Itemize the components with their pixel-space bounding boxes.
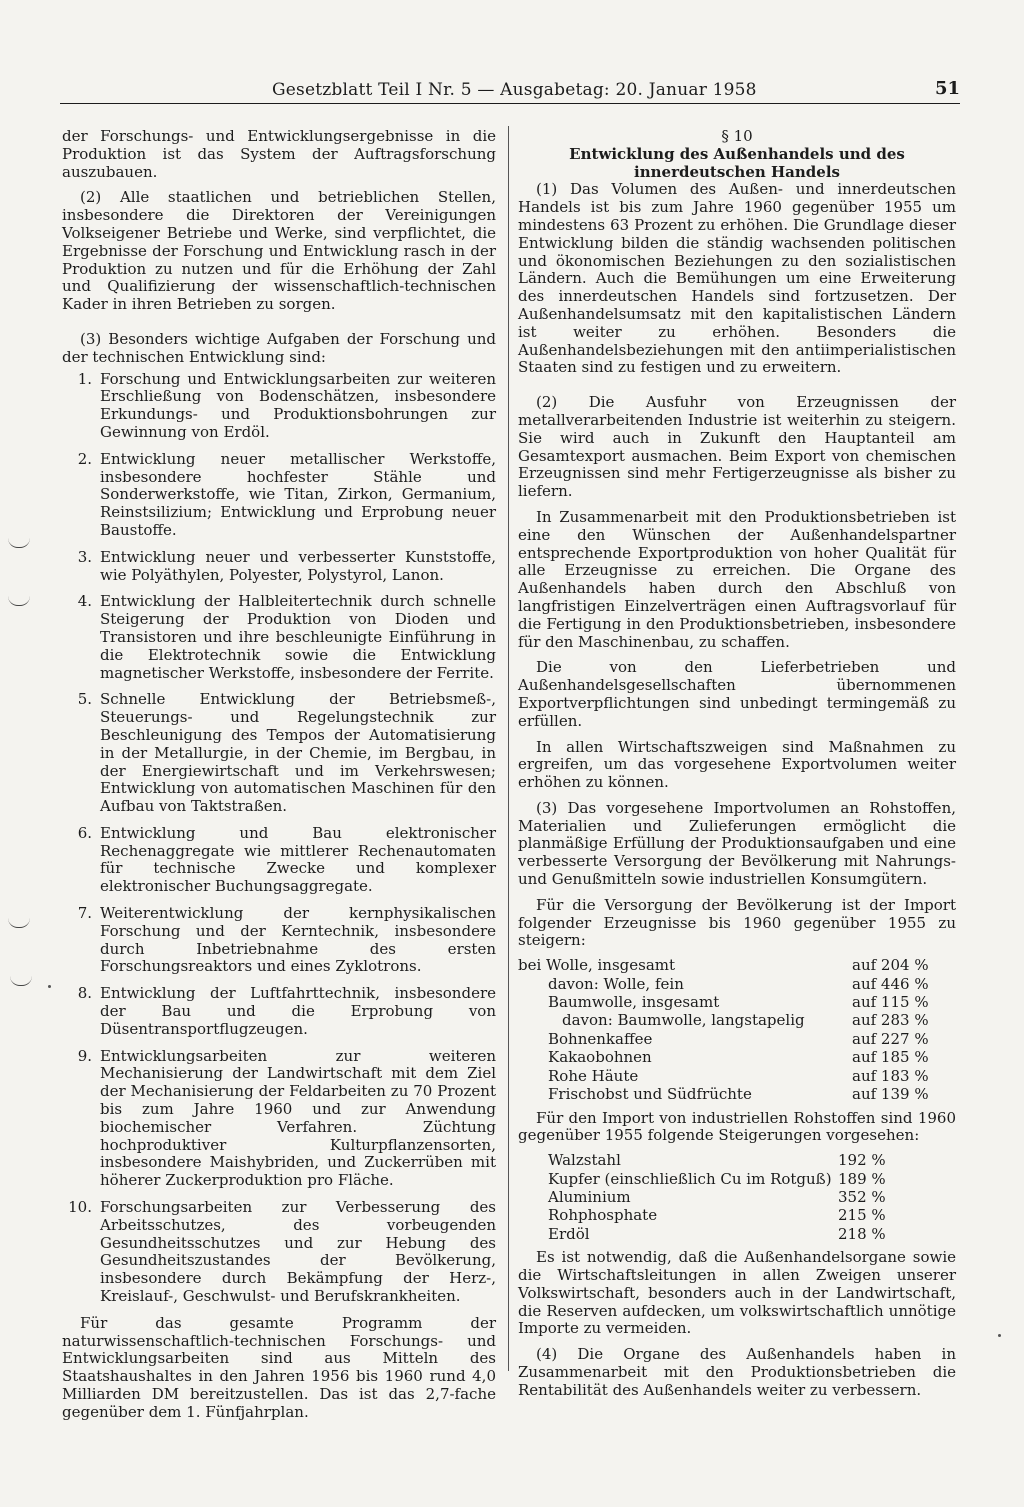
paragraph-3: In Zusammenarbeit mit den Produktionsbetrieben ist eine den Wünschen der Außenhandelspartner entsprechende Exportproduktion von hoher Qualität für alle Erzeugnisse zu erreichen. Die Organe des Außenhandels haben durch den Abschluß von langfristigen Einzelverträgen einen Auftragsvorlauf für die Fertigung in den Produktionsbetrieben, insbesondere für den Maschinenbau, zu schaffen. [518,507,956,651]
page-header [60,72,960,102]
section-title: Entwicklung des Außenhandels und des innerdeutschen Handels [569,144,905,181]
list-item: 4. Entwicklung der Halbleitertechnik durch schnelle Steigerung der Produktion von Dioden und Transistoren und ihre beschleunigte Einführung in die Elektrotechnik sowie die Entwicklung magnetischer Werkstoffe, insbesondere der Ferrite. [77,592,496,682]
list-item: 7. Weiterentwicklung der kernphysikalischen Forschung und der Kerntechnik, insbesondere durch Inbetriebnahme des ersten Forschungsreaktors und eines Zyklotrons. [77,904,496,976]
table-row: Aluminium 352 % [548,1187,886,1206]
page-header-title: Gesetzblatt Teil I Nr. 5 — Ausgabetag: 20. Januar 1958 [272,80,757,100]
list-item: 3. Entwicklung neuer und verbesserter Kunststoffe, wie Polyäthylen, Polyester, Polystyrol, Lanon. [77,547,496,584]
margin-dot [48,985,51,988]
paragraph-2: (2) Die Ausfuhr von Erzeugnissen der metallverarbeitenden Industrie ist weiterhin zu steigern. Sie wird auch in Zukunft den Hauptanteil am Gesamtexport ausmachen. Beim Export von chemischen Erzeugnissen sind mehr Fertigerzeugnisse als bisher zu liefern. [518,393,956,501]
page-number: 51 [934,78,960,99]
list-item: 10. Forschungsarbeiten zur Verbesserung des Arbeitsschutzes, des vorbeugenden Gesundheitsschutzes und zur Hebung des Gesundheitszustandes der Bevölkerung, insbesondere durch Bekämpfung der Herz-, Kreislauf-, Geschwulst- und Berufskrankheiten. [68,1198,496,1306]
column-divider [508,126,509,1371]
paragraph-1: (1) Das Volumen des Außen- und innerdeutschen Handels ist bis zum Jahre 1960 gegenüber 1955 um mindestens 63 Prozent zu erhöhen. Die Grundlage dieser Entwicklung bilden die ständig wachsenden politischen und ökonomischen Beziehungen zu den sozialistischen Ländern. Auch die Bemühungen um eine Erweiterung des innerdeutschen Handels sind fortzusetzen. Der Außenhandelsumsatz mit den kapitalistischen Ländern ist weiter zu erhöhen. Besonders die Außenhandelsbeziehungen mit den antiimperialistischen Staaten sind zu festigen und zu erweitern. [518,180,956,377]
margin-dot [998,1334,1001,1337]
table-row: davon: Wolle, fein auf 446 % [548,974,929,993]
paragraph-4: Die von den Lieferbetrieben und Außenhandelsgesellschaften übernommenen Exportverpflichtungen sind unbedingt termingemäß zu erfüllen. [518,658,956,730]
margin-check-mark [8,596,30,606]
paragraph-10: (4) Die Organe des Außenhandels haben in Zusammenarbeit mit den Produktionsbetrieben die Rentabilität des Außenhandels weiter zu verbessern. [518,1345,956,1399]
table-row: davon: Baumwolle, langstapelig auf 283 % [562,1011,929,1030]
paragraph-3: (3) Besonders wichtige Aufgaben der Forschung und der technischen Entwicklung sind: [62,329,496,366]
industrial-import-table [518,1151,956,1243]
table-row: Kupfer (einschließlich Cu im Rotguß) 189 % [548,1169,886,1188]
margin-check-mark [8,538,30,548]
table-row: Erdöl 218 % [548,1224,886,1243]
list-item: 8. Entwicklung der Luftfahrttechnik, insbesondere der Bau und die Erprobung von Düsentransportflugzeugen. [77,984,496,1038]
table-row: Frischobst und Südfrüchte auf 139 % [548,1085,929,1104]
closing-paragraph: Für das gesamte Programm der naturwissenschaftlich-technischen Forschungs- und Entwicklungsarbeiten sind aus Mitteln des Staatshaushaltes in den Jahren 1956 bis 1960 rund 4,0 Milliarden DM bereitzustellen. Das ist das 2,7-fache gegenüber dem 1. Fünfjahrplan. [62,1313,496,1421]
table-row: Rohphosphate 215 % [548,1206,886,1225]
paragraph-2: (2) Alle staatlichen und betrieblichen Stellen, insbesondere die Direktoren der Vereinigungen Volkseigener Betriebe und Werke, sind verpflichtet, die Ergebnisse der Forschung und Entwicklung rasch in der Produktion zu nutzen und für die Erhöhung der Zahl und Qualifizierung der wissenschaftlich-technischen Kader in ihren Betrieben zu sorgen. [62,188,496,314]
list-item: 6. Entwicklung und Bau elektronischer Rechenaggregate wie mittlerer Rechenautomaten für technische Zwecke und komplexer elektronischer Buchungsaggregate. [77,823,496,896]
paragraph-9: Es ist notwendig, daß die Außenhandelsorgane sowie die Wirtschaftsleitungen in allen Zweigen unserer Volkswirtschaft, besonders auch in der Landwirtschaft, die Reserven aufdecken, um volkswirtschaftlich unnötige Importe zu vermeiden. [518,1248,956,1338]
list-item: 2. Entwicklung neuer metallischer Werkstoffe, insbesondere hochfester Stähle und Sonderwerkstoffe, wie Titan, Zirkon, Germanium, Reinstsilizium; Entwicklung und Erprobung neuer Baustoffe. [77,449,496,539]
task-list [62,371,496,1306]
intro-paragraph: der Forschungs- und Entwicklungsergebnisse in die Produktion ist das System der Auftragsforschung auszubauen. [62,127,496,181]
paragraph-8: Für den Import von industriellen Rohstoffen sind 1960 gegenüber 1955 folgende Steigerungen vorgesehen: [518,1108,956,1145]
section-number: § 10 [721,127,753,145]
list-item: 9. Entwicklungsarbeiten zur weiteren Mechanisierung der Landwirtschaft mit dem Ziel der Mechanisierung der Feldarbeiten zu 70 Prozent bis zum Jahre 1960 und zur Anwendung biochemischer Verfahren. Züchtung hochproduktiver Kulturpflanzensorten, insbesondere Maishybriden, und Zuckerrüben mit höherer Zuckerproduktion pro Fläche. [77,1046,496,1190]
header-rule [60,103,960,104]
paragraph-7: Für die Versorgung der Bevölkerung ist der Import folgender Erzeugnisse bis 1960 gegenüber 1955 zu steigern: [518,895,956,950]
table-row: Rohe Häute auf 183 % [548,1066,929,1085]
table-row: bei Wolle, insgesamt auf 204 % [518,956,929,975]
paragraph-6: (3) Das vorgesehene Importvolumen an Rohstoffen, Materialien und Zulieferungen ermöglicht die planmäßige Erfüllung der Produktionsaufgaben und eine verbesserte Versorgung der Bevölkerung mit Nahrungs- und Genußmitteln sowie industriellen Konsumgütern. [518,798,956,889]
margin-check-mark [8,918,30,928]
table-row: Baumwolle, insgesamt auf 115 % [548,993,929,1012]
table-row: Walzstahl 192 % [548,1151,886,1170]
paragraph-5: In allen Wirtschaftszweigen sind Maßnahmen zu ergreifen, um das vorgesehene Exportvolumen weiter erhöhen zu können. [518,737,956,792]
list-item: 1. Forschung und Entwicklungsarbeiten zur weiteren Erschließung von Bodenschätzen, insbesondere Erkundungs- und Produktionsbohrungen zur Gewinnung von Erdöl. [77,369,496,441]
right-column [518,128,956,1400]
consumer-import-table [518,956,956,1103]
table-row: Kakaobohnen auf 185 % [548,1048,929,1067]
table-row: Bohnenkaffee auf 227 % [548,1029,929,1048]
list-item: 5. Schnelle Entwicklung der Betriebsmeß-, Steuerungs- und Regelungstechnik zur Beschleunigung des Tempos der Automatisierung in der Metallurgie, in der Chemie, im Bergbau, in der Energiewirtschaft und im Verkehrswesen; Entwicklung von automatischen Maschinen für den Aufbau von Taktstraßen. [77,690,496,816]
left-column [62,128,496,1422]
margin-check-mark [10,976,32,986]
